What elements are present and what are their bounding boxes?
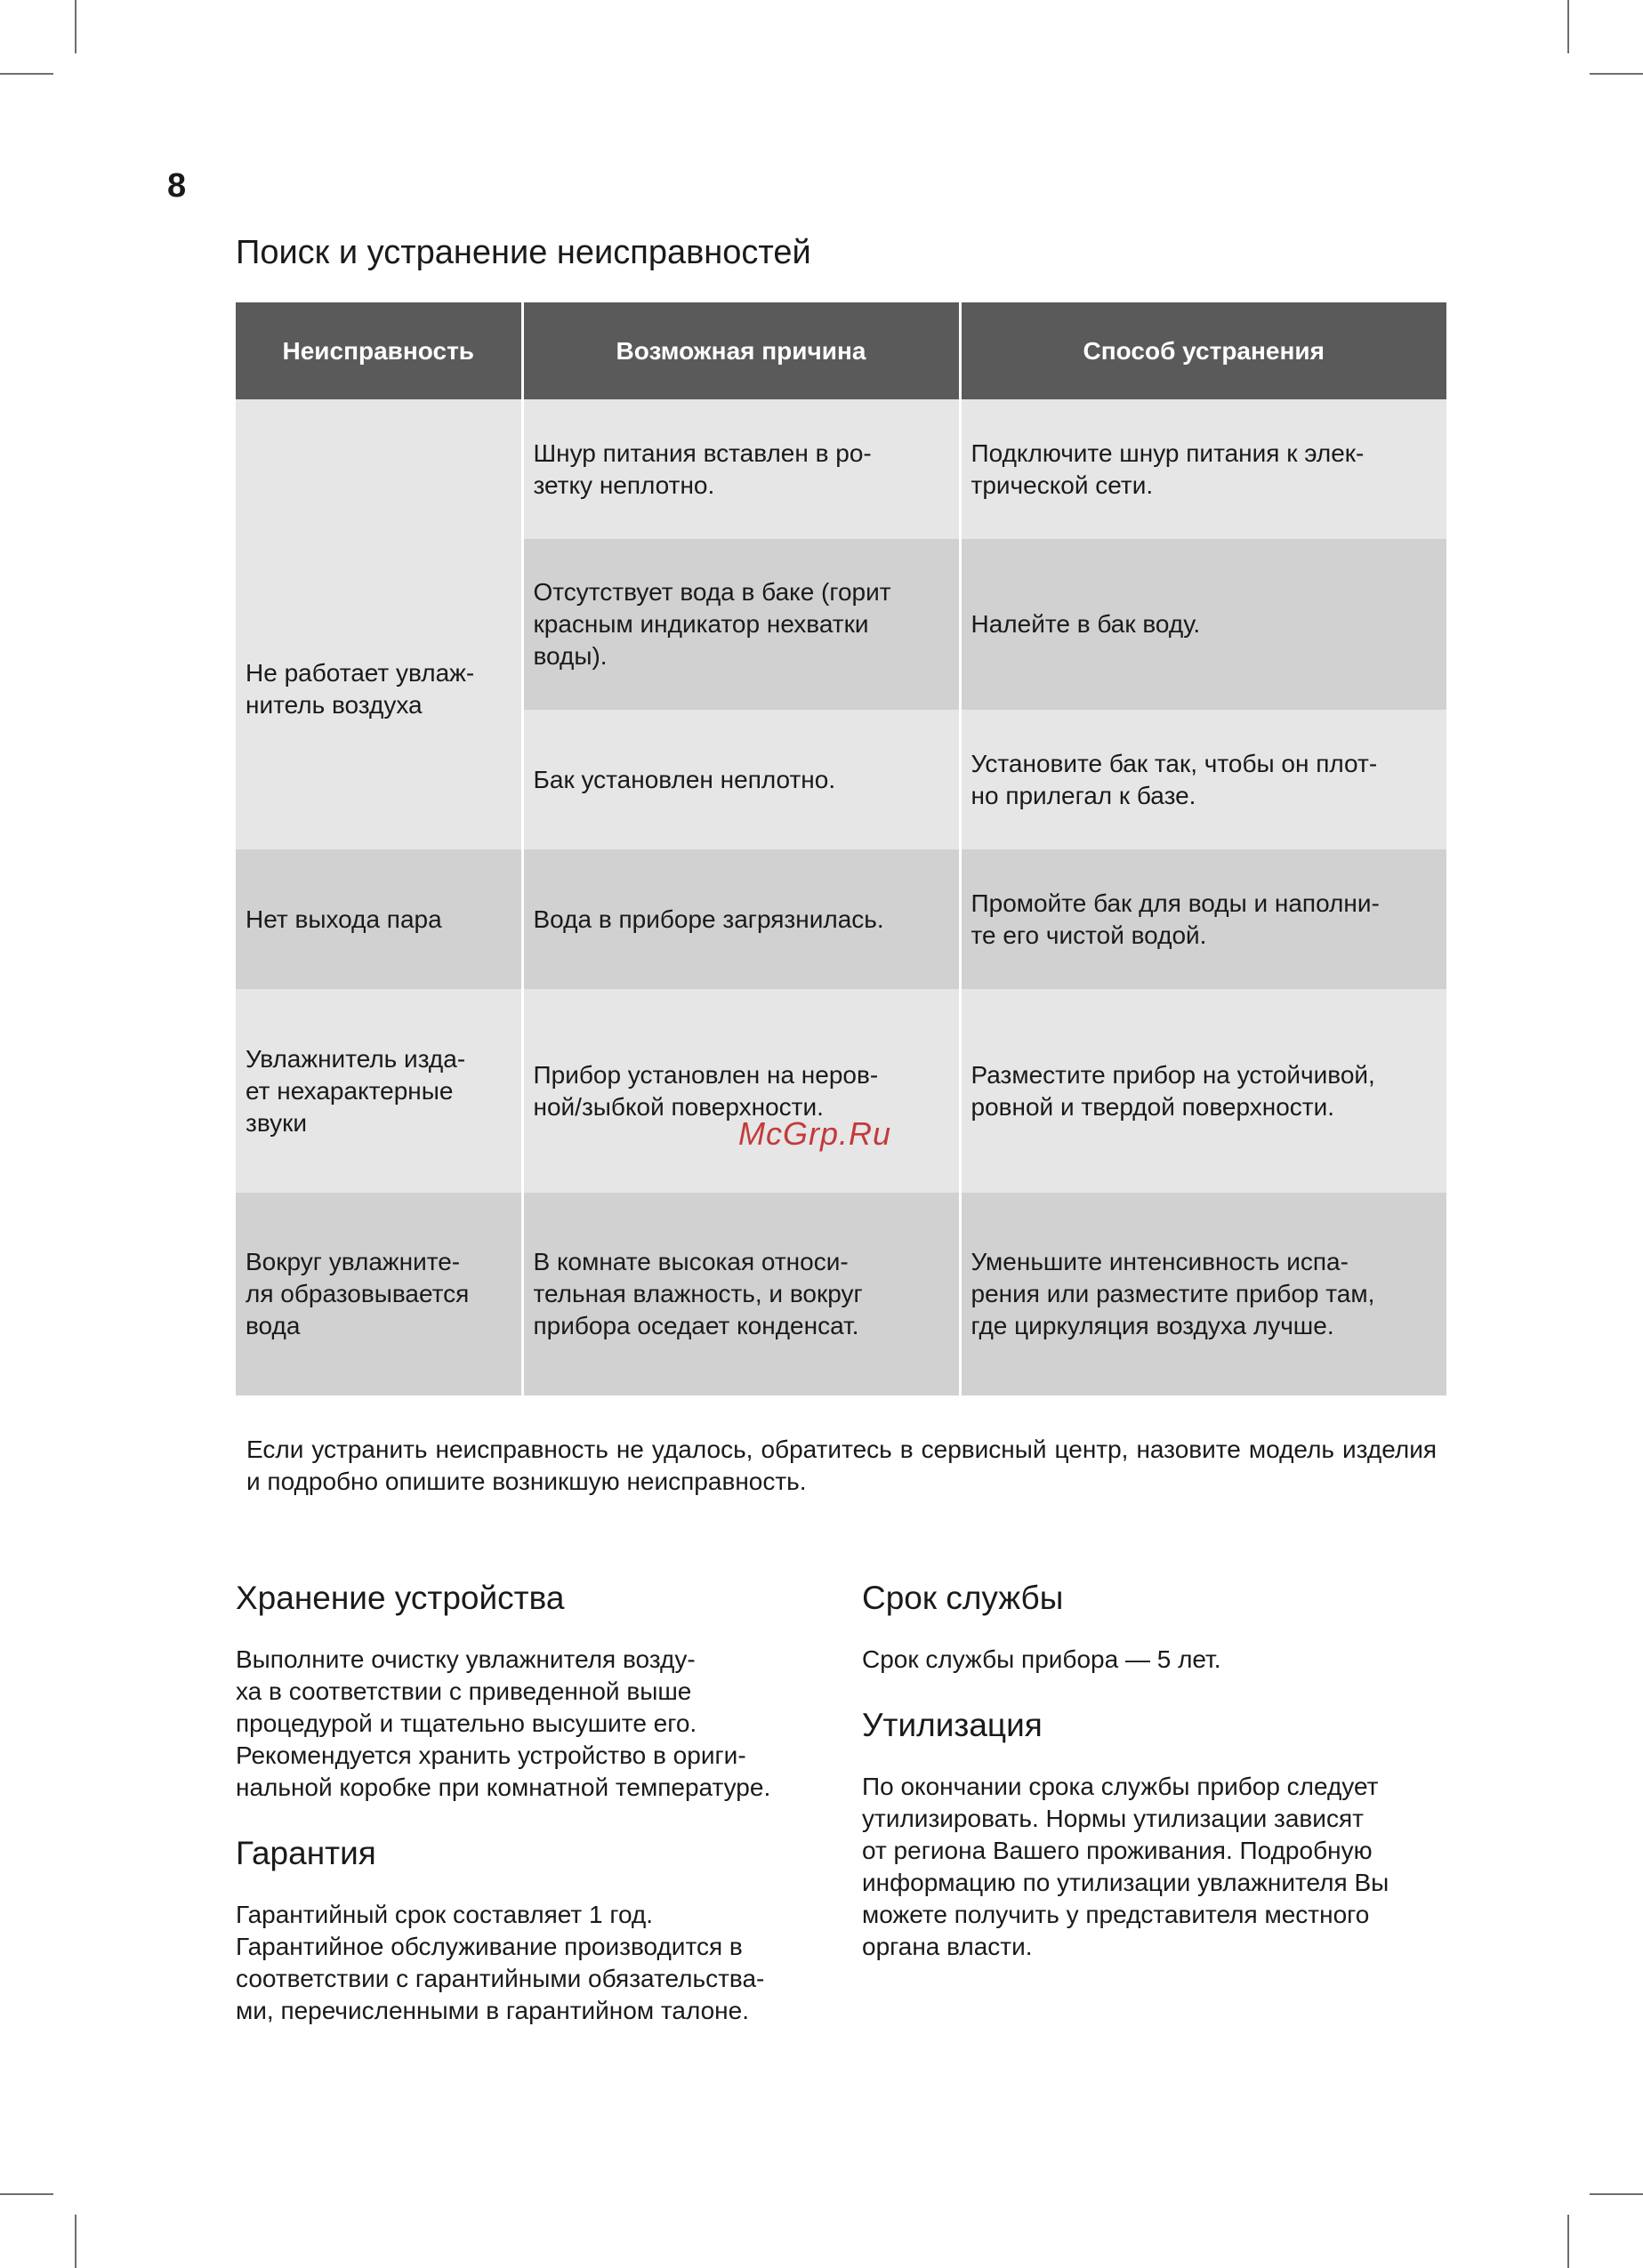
warranty-section	[236, 1834, 841, 2027]
warranty-text: Гарантийный срок составляет 1 год. Гарантийное обслуживание производится в соответствии с гарантийными обязательства- ми, перечисленными в гарантийном талоне.	[236, 1901, 765, 2025]
cause-cell	[522, 710, 960, 849]
header-solution: Способ устранения	[960, 302, 1446, 399]
solution-cell	[960, 710, 1446, 849]
solution-text: Подключите шнур питания к элек- трической сети.	[970, 438, 1365, 499]
solution-text: Промойте бак для воды и наполни- те его чистой водой.	[970, 889, 1380, 949]
table-row	[236, 989, 1446, 1193]
solution-text: Разместите прибор на устойчивой, ровной и твердой поверхности.	[970, 1060, 1375, 1121]
problem-cell	[236, 399, 522, 849]
storage-text: Выполните очистку увлажнителя возду- ха в соответствии с приведенной выше процедурой и тщательно высушите его. Рекомендуется хранить устройство в ориги- нальной коробке при комнатной температуре.	[236, 1645, 771, 1802]
problem-cell	[236, 1193, 522, 1395]
disposal-text: По окончании срока службы прибор следует утилизировать. Нормы утилизации зависят от региона Вашего проживания. Подробную информацию по утилизации увлажнителя Вы можете получить у представителя местного органа власти.	[862, 1773, 1389, 1961]
cause-cell	[522, 849, 960, 989]
cause-text: Прибор установлен на неров- ной/зыбкой поверхности.	[533, 1060, 879, 1121]
crop-mark	[75, 2215, 77, 2268]
problem-cell	[236, 849, 522, 989]
problem-cell	[236, 989, 522, 1193]
cause-text: Шнур питания вставлен в ро- зетку неплотно.	[533, 438, 872, 499]
solution-text: Уменьшите интенсивность испа- рения или разместите прибор там, где циркуляция воздуха лучше.	[970, 1248, 1375, 1339]
table-header-row	[236, 302, 1446, 399]
section-title: Поиск и устранение неисправностей	[236, 234, 811, 271]
troubleshooting-table	[236, 302, 1446, 1395]
crop-mark	[0, 73, 53, 75]
problem-text: Нет выхода пара	[246, 905, 442, 933]
cause-text: Отсутствует вода в баке (горит красным индикатор нехватки воды).	[533, 578, 891, 670]
crop-mark	[1567, 2215, 1569, 2268]
problem-text: Увлажнитель изда- ет нехарактерные звуки	[246, 1044, 466, 1137]
table-row	[236, 849, 1446, 989]
solution-cell	[960, 989, 1446, 1193]
solution-text: Установите бак так, чтобы он плот- но прилегал к базе.	[970, 749, 1378, 809]
header-cause: Возможная причина	[522, 302, 960, 399]
service-life-text: Срок службы прибора — 5 лет.	[862, 1645, 1221, 1674]
solution-cell	[960, 1193, 1446, 1395]
header-problem: Неисправность	[236, 302, 522, 399]
service-life-section	[862, 1579, 1467, 1676]
problem-text: Вокруг увлажните- ля образовывается вода	[246, 1248, 470, 1339]
cause-cell	[522, 539, 960, 710]
cause-cell	[522, 1193, 960, 1395]
table-row	[236, 399, 1446, 539]
crop-mark	[0, 2193, 53, 2195]
storage-heading: Хранение устройства	[236, 1580, 565, 1616]
cause-cell	[522, 989, 960, 1193]
crop-mark	[1590, 73, 1643, 75]
solution-cell	[960, 849, 1446, 989]
service-life-heading: Срок службы	[862, 1580, 1064, 1616]
solution-text: Налейте в бак воду.	[970, 610, 1201, 638]
warranty-heading: Гарантия	[236, 1835, 376, 1871]
page-number: 8	[167, 167, 187, 205]
cause-cell	[522, 399, 960, 539]
solution-cell	[960, 539, 1446, 710]
crop-mark	[1567, 0, 1569, 53]
disposal-section	[862, 1706, 1467, 1963]
crop-mark	[1590, 2193, 1643, 2195]
watermark: McGrp.Ru	[738, 1115, 892, 1152]
cause-text: В комнате высокая относи- тельная влажность, и вокруг прибора оседает конденсат.	[533, 1248, 863, 1339]
cause-text: Бак установлен неплотно.	[533, 765, 836, 793]
solution-cell	[960, 399, 1446, 539]
footnote-text: Если устранить неисправность не удалось, обратитесь в сервисный центр, назовите модель изделия и подробно опишите возникшую неисправность.	[246, 1436, 1437, 1495]
table-row	[236, 1193, 1446, 1395]
storage-section	[236, 1579, 841, 1804]
disposal-heading: Утилизация	[862, 1707, 1043, 1743]
cause-text: Вода в приборе загрязнилась.	[533, 905, 884, 933]
crop-mark	[75, 0, 77, 53]
problem-text: Не работает увлаж- нитель воздуха	[246, 659, 475, 719]
